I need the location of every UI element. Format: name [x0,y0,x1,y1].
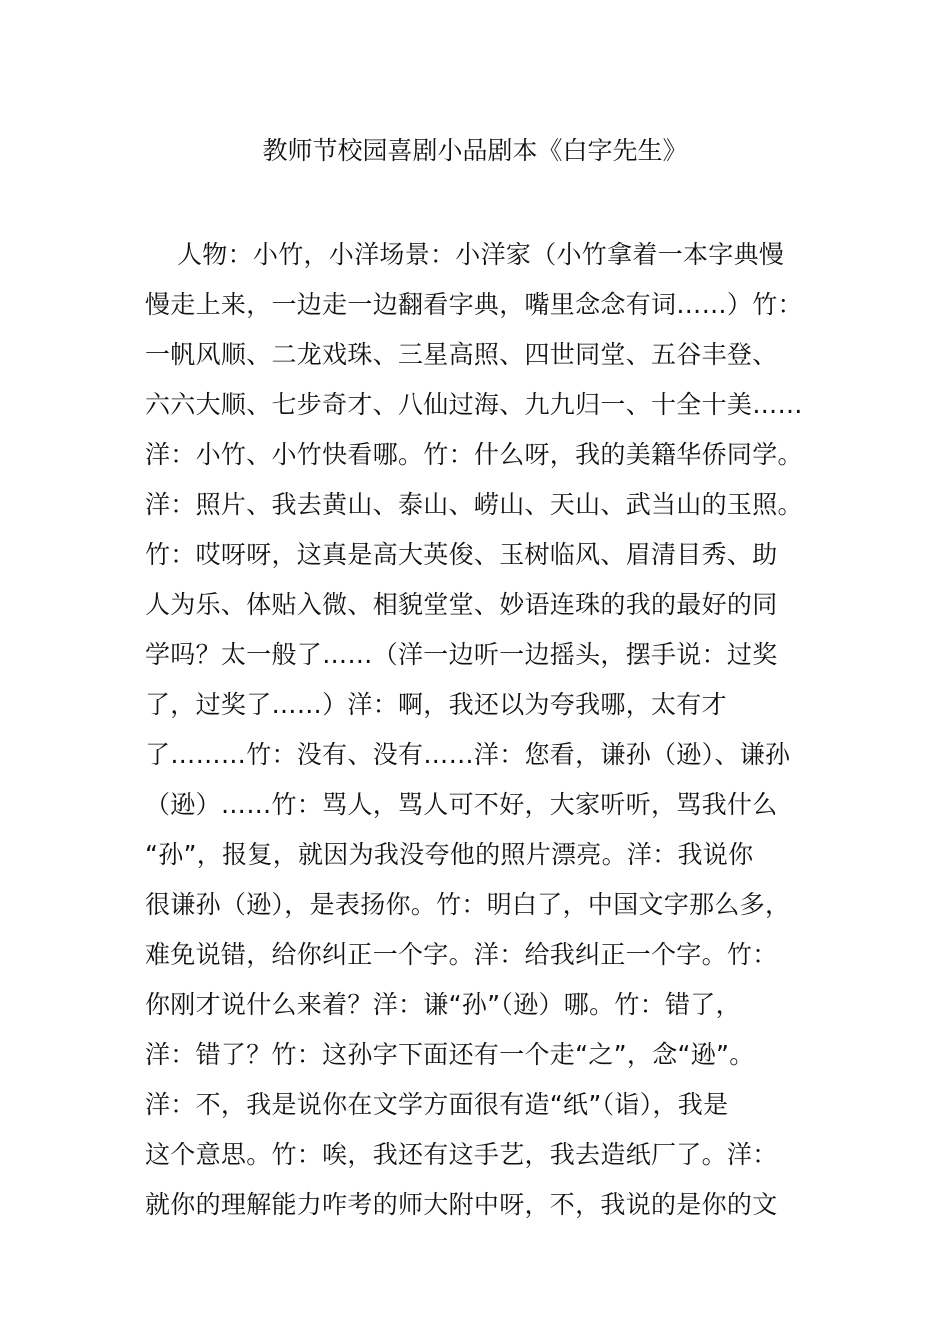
script-line: 洋：不，我是说你在文学方面很有造“纸”（诣），我是 [145,1090,729,1119]
script-line: 洋：错了？竹：这孙字下面还有一个走“之”，念“逊”。 [145,1040,755,1069]
script-line: 竹：哎呀呀，这真是高大英俊、玉树临风、眉清目秀、助 [145,540,778,569]
script-line: 洋：小竹、小竹快看哪。竹：什么呀，我的美籍华侨同学。 [145,440,803,469]
script-line: 了，过奖了……）洋：啊，我还以为夸我哪，太有才 [145,690,727,719]
script-line: 洋：照片、我去黄山、泰山、崂山、天山、武当山的玉照。 [145,490,803,519]
script-line: （逊）……竹：骂人，骂人可不好，大家听听，骂我什么 [145,790,778,819]
document-title: 教师节校园喜剧小品剧本《白字先生》 [262,136,688,165]
script-line: 难免说错，给你纠正一个字。洋：给我纠正一个字。竹： [145,940,778,969]
script-line: 一帆风顺、二龙戏珠、三星高照、四世同堂、五谷丰登、 [145,340,778,369]
script-line: “孙”，报复，就因为我没夸他的照片漂亮。洋：我说你 [145,840,754,869]
script-line: 就你的理解能力咋考的师大附中呀，不，我说的是你的文 [145,1190,778,1219]
script-line: 了………竹：没有、没有……洋：您看，谦孙（逊）、谦孙 [145,740,791,769]
script-line: 人为乐、体贴入微、相貌堂堂、妙语连珠的我的最好的同 [145,590,778,619]
script-line: 学吗？太一般了……（洋一边听一边摇头，摆手说：过奖 [145,640,778,669]
script-line: 慢走上来，一边走一边翻看字典，嘴里念念有词……）竹： [145,290,803,319]
script-line: 很谦孙（逊），是表扬你。竹：明白了，中国文字那么多， [145,890,791,919]
script-line: 人物：小竹，小洋场景：小洋家（小竹拿着一本字典慢 [177,240,785,269]
script-line: 你刚才说什么来着？洋：谦“孙”（逊）哪。竹：错了， [145,990,741,1019]
script-line: 六六大顺、七步奇才、八仙过海、九九归一、十全十美…… [145,390,803,419]
script-body [145,230,815,1230]
script-line: 这个意思。竹：唉，我还有这手艺，我去造纸厂了。洋： [145,1140,778,1169]
